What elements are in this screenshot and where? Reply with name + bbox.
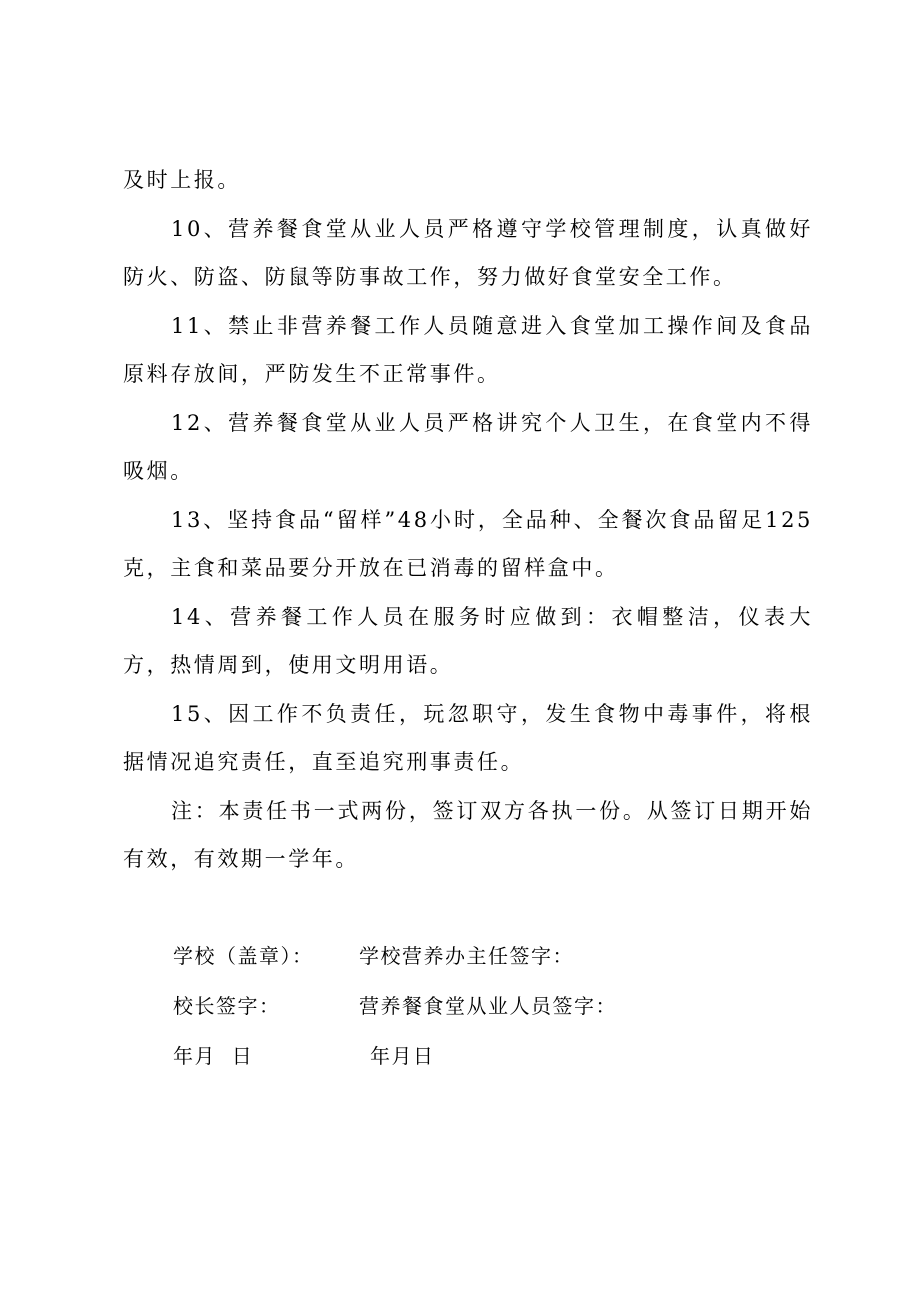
document-body — [123, 156, 813, 884]
paragraph-item-11: 11、禁止非营养餐工作人员随意进入食堂加工操作间及食品原料存放间，严防发生不正常事件。 — [123, 313, 813, 386]
date-right: 年月日 — [370, 1044, 435, 1068]
signature-row-3 — [173, 1040, 813, 1090]
paragraph-note: 注：本责任书一式两份，签订双方各执一份。从签订日期开始有效，有效期一学年。 — [123, 798, 813, 871]
signature-row-2 — [173, 990, 813, 1040]
principal-signature-label: 校长签字： — [173, 994, 281, 1018]
signature-row-1 — [173, 940, 813, 990]
paragraph-continuation: 及时上报。 — [123, 168, 241, 192]
date-left: 年月 日 — [173, 1044, 254, 1068]
school-seal-label: 学校（盖章）： — [173, 944, 314, 968]
nutrition-office-director-signature-label: 学校营养办主任签字： — [359, 944, 574, 968]
paragraph-item-13: 13、坚持食品“留样”48小时，全品种、全餐次食品留足125克，主食和菜品要分开放在已消毒的留样盒中。 — [123, 507, 813, 580]
canteen-staff-signature-label: 营养餐食堂从业人员签字： — [359, 994, 617, 1018]
paragraph-item-10: 10、营养餐食堂从业人员严格遵守学校管理制度，认真做好防火、防盗、防鼠等防事故工作，努力做好食堂安全工作。 — [123, 216, 813, 289]
signature-block — [173, 940, 813, 1090]
paragraph-item-14: 14、营养餐工作人员在服务时应做到：衣帽整洁，仪表大方，热情周到，使用文明用语。 — [123, 604, 813, 677]
paragraph-item-12: 12、营养餐食堂从业人员严格讲究个人卫生，在食堂内不得吸烟。 — [123, 410, 813, 483]
paragraph-item-15: 15、因工作不负责任，玩忽职守，发生食物中毒事件，将根据情况追究责任，直至追究刑事责任。 — [123, 701, 813, 774]
